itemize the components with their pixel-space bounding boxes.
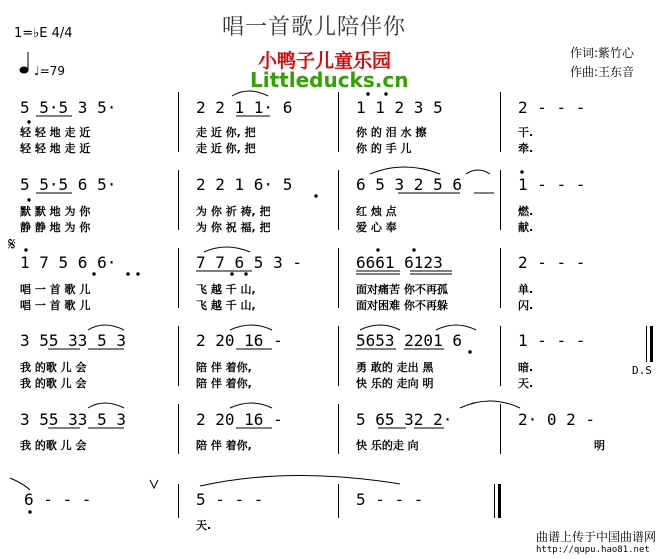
row5-lyric1-m1: 我 的歌 儿 会: [20, 439, 87, 452]
row5-measure4-notes: 2· 0 2 -: [518, 410, 596, 429]
row4-lyric2-m2: 陪 伴 着你,: [196, 377, 252, 390]
row2-measure2-notes: 2 2 1 6· 5: [196, 175, 293, 194]
row4-lyric2-m4: 天.: [518, 377, 534, 390]
row6-lyric1-m2: 天.: [196, 519, 212, 532]
row1-measure4-notes: 2 - - -: [518, 98, 586, 117]
row5-lyric1-m2: 陪 伴 着你,: [196, 439, 252, 452]
row3-lyric2-m4: 闪.: [518, 299, 534, 312]
row4-lyric1-m3: 勇 敢的 走出 黑: [356, 361, 434, 374]
row4-lyric1-m2: 陪 伴 着你,: [196, 361, 252, 374]
row4-measure1-notes: 3 55 33 5 3: [20, 331, 126, 350]
key-signature: 1=♭E 4/4: [14, 26, 73, 41]
row4-measure4-notes: 1 - - -: [518, 331, 586, 350]
row3-lyric1-m3: 面对痛苦 你不再孤: [356, 283, 448, 296]
row4-lyric2-m3: 快 乐的 走向 明: [356, 377, 434, 390]
row6-measure2-notes: 5 - - -: [196, 490, 264, 509]
row1-lyric2-m3: 你 的 手 儿: [356, 142, 412, 155]
row4-measure3-notes: 5653 2201 6: [356, 331, 462, 350]
row2-lyric1-m3: 红 烛 点: [356, 205, 397, 218]
row1-lyric2-m1: 轻 轻 地 走 近: [20, 142, 91, 155]
row1-lyric1-m2: 走 近 你, 把: [196, 126, 256, 139]
brand-logo-cn: 小鸭子儿童乐园: [258, 50, 392, 72]
row1-measure1-notes: 5 5·5 3 5·: [20, 98, 117, 117]
row1-measure2-notes: 2 2 1 1· 6: [196, 98, 293, 117]
row4-lyric1-m1: 我 的歌 儿 会: [20, 361, 87, 374]
row3-lyric2-m3: 面对困难 你不再躲: [356, 299, 448, 312]
row2-measure1-notes: 5 5·5 6 5·: [20, 175, 117, 194]
row3-measure3-notes: 6661 6123: [356, 253, 443, 272]
tempo-marking: ♩=79: [34, 64, 65, 78]
row3-lyric1-m2: 飞 越 千 山,: [196, 283, 256, 296]
row3-lyric1-m4: 单.: [518, 283, 534, 296]
row1-lyric2-m2: 走 近 你, 把: [196, 142, 256, 155]
row5-measure1-notes: 3 55 33 5 3: [20, 410, 126, 429]
row2-lyric2-m1: 静 静 地 为 你: [20, 221, 91, 234]
ds-mark: D.S: [632, 364, 652, 377]
row4-measure2-notes: 2 20 16 -: [196, 331, 283, 350]
footer-watermark-cn: 曲谱上传于中国曲谱网: [536, 530, 657, 544]
row2-lyric1-m4: 燃.: [518, 205, 534, 218]
segno-sign: 𝄋: [8, 234, 16, 255]
row3-measure4-notes: 2 - - -: [518, 253, 586, 272]
row4-lyric1-m4: 暗.: [518, 361, 534, 374]
row2-lyric2-m4: 献.: [518, 221, 534, 234]
row2-lyric2-m3: 爱 心 奉: [356, 221, 397, 234]
footer-url: http://qupu.hao81.net: [536, 545, 650, 555]
row1-lyric1-m3: 你 的 泪 水 擦: [356, 126, 427, 139]
brand-logo-en: Littleducks.cn: [250, 68, 409, 92]
row2-lyric1-m1: 默 默 地 为 你: [20, 205, 91, 218]
song-title: 唱一首歌儿陪伴你: [222, 15, 407, 40]
row3-lyric1-m1: 唱 一 首 歌 儿: [20, 283, 91, 296]
row2-lyric1-m2: 为 你 祈 祷, 把: [196, 205, 271, 218]
row5-lyric1-m3: 快 乐的走 向: [356, 439, 419, 452]
row6-measure1-notes: 6 - - -: [24, 490, 92, 509]
row1-lyric2-m4: 牵.: [518, 142, 534, 155]
row1-measure3-notes: 1 1 2 3 5: [356, 98, 443, 117]
row2-measure4-notes: 1 - - -: [518, 175, 586, 194]
row1-lyric1-m1: 轻 轻 地 走 近: [20, 126, 91, 139]
row3-measure2-notes: 7 7 6 5 3 -: [196, 253, 302, 272]
row6-measure3-notes: 5 - - -: [356, 490, 424, 509]
row3-measure1-notes: 1 7 5 6 6·: [20, 253, 117, 272]
row2-measure3-notes: 6 5 3 2 5 6: [356, 175, 462, 194]
row2-lyric2-m2: 为 你 祝 福, 把: [196, 221, 271, 234]
row3-lyric2-m2: 飞 越 千 山,: [196, 299, 256, 312]
row1-lyric1-m4: 干.: [518, 126, 534, 139]
row5-measure3-notes: 5 65 32 2·: [356, 410, 453, 429]
composer-credit: 作曲:王东音: [570, 65, 635, 79]
row3-lyric2-m1: 唱 一 首 歌 儿: [20, 299, 91, 312]
row5-measure2-notes: 2 20 16 -: [196, 410, 283, 429]
row5-lyric1-m4: 明: [594, 439, 605, 452]
lyricist-credit: 作词:紫竹心: [570, 46, 635, 60]
row4-lyric2-m1: 我 的歌 儿 会: [20, 377, 87, 390]
